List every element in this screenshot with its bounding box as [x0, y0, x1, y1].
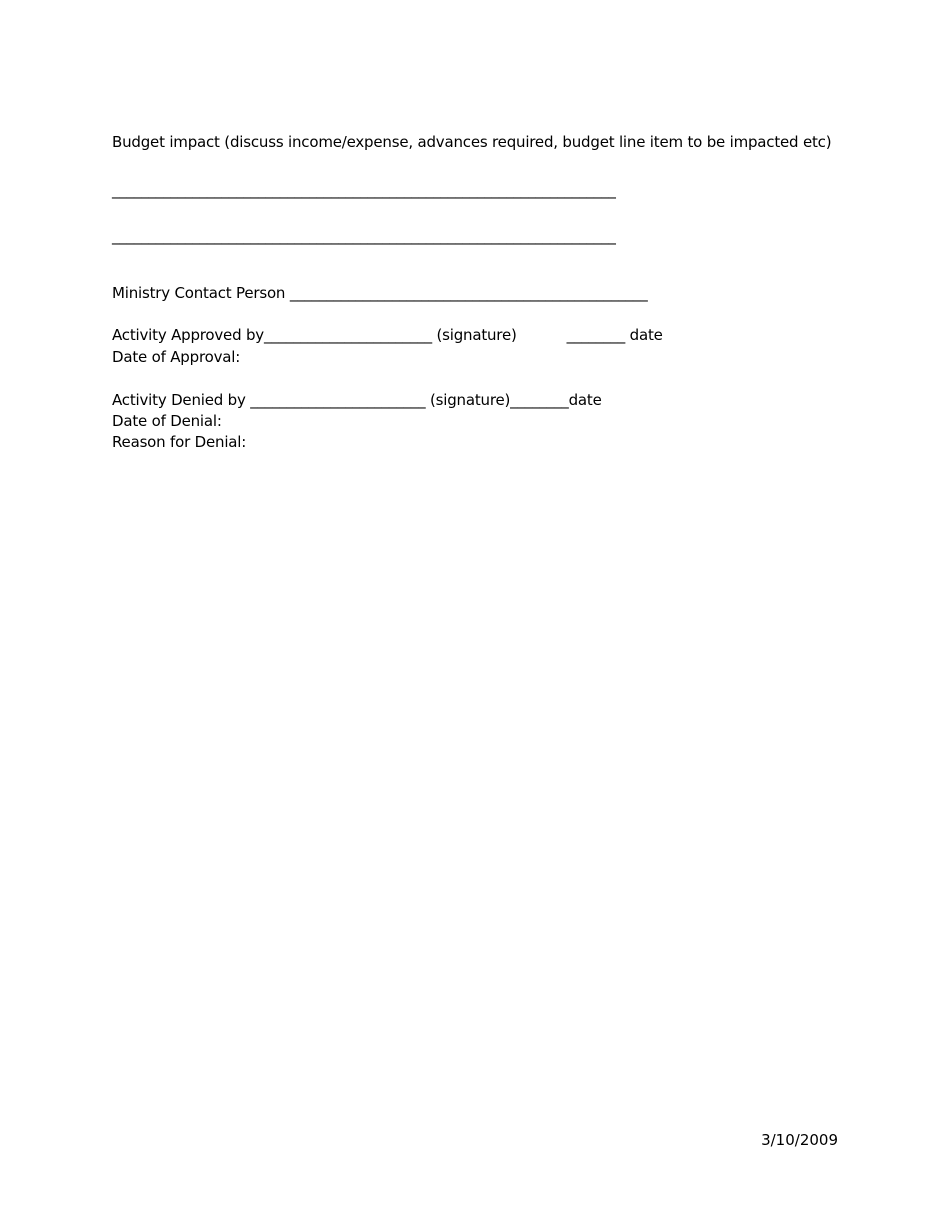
- ministry-contact-blank[interactable]: _________________________________________________: [289, 284, 648, 302]
- approval-signature-blank[interactable]: _______________________: [263, 326, 432, 344]
- reason-for-denial-label: Reason for Denial:: [112, 433, 247, 451]
- approval-date-blank[interactable]: ________: [566, 326, 626, 344]
- budget-impact-blank-line-1[interactable]: _____________________________________________________________________: [112, 181, 616, 199]
- denial-date-label: date: [568, 391, 602, 409]
- denial-signature-blank[interactable]: ________________________: [250, 391, 426, 409]
- activity-approved-row: [112, 325, 663, 345]
- approval-date-label: date: [629, 326, 663, 344]
- ministry-contact-row: [112, 283, 648, 303]
- approval-signature-label: (signature): [436, 326, 517, 344]
- denial-signature-label: (signature): [430, 391, 511, 409]
- denial-date-blank[interactable]: ________: [510, 391, 569, 409]
- activity-approved-label: Activity Approved by: [112, 326, 264, 344]
- budget-impact-blank-line-2[interactable]: _____________________________________________________________________: [112, 227, 616, 245]
- budget-impact-label: Budget impact (discuss income/expense, advances required, budget line item to be impacted etc): [112, 133, 832, 151]
- date-of-approval-label: Date of Approval:: [112, 348, 241, 366]
- activity-denied-row: [112, 390, 602, 410]
- date-of-denial-label: Date of Denial:: [112, 412, 222, 430]
- footer-date: 3/10/2009: [761, 1131, 838, 1149]
- ministry-contact-label: Ministry Contact Person: [112, 284, 286, 302]
- activity-denied-label: Activity Denied by: [112, 391, 246, 409]
